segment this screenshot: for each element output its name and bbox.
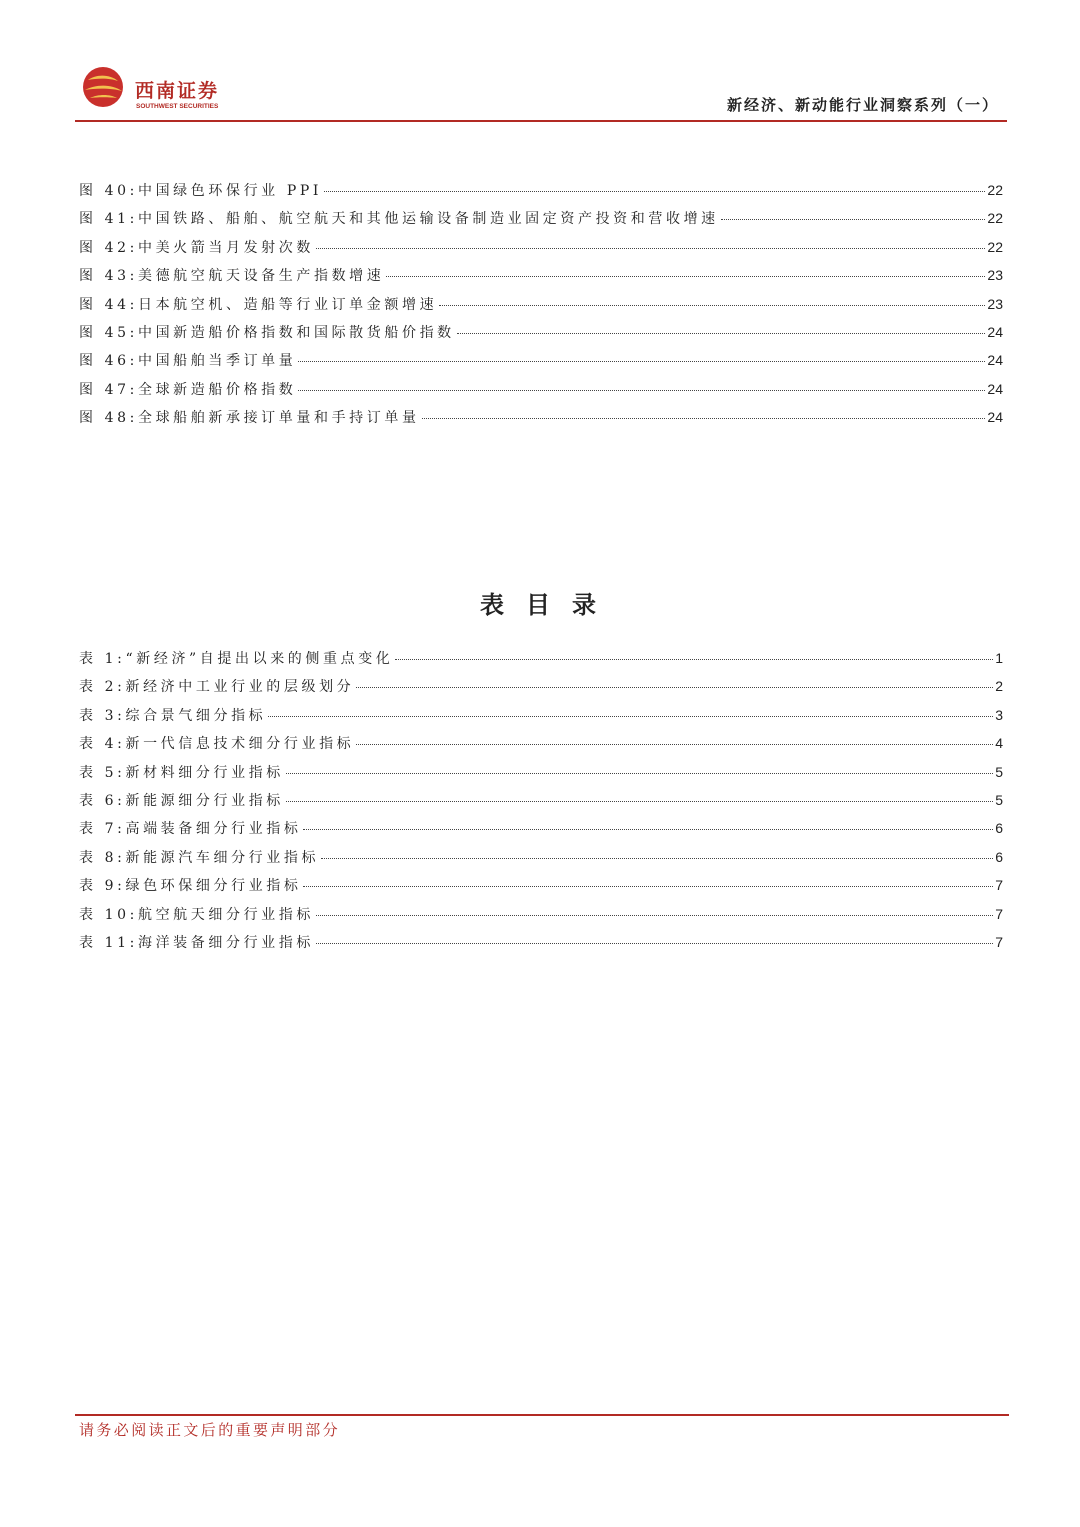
dot-leader bbox=[268, 716, 993, 717]
table-title: 新一代信息技术细分行业指标 bbox=[125, 736, 355, 753]
dot-leader bbox=[356, 744, 993, 745]
table-label: 表 6: bbox=[79, 792, 126, 809]
dot-leader bbox=[298, 361, 985, 362]
table-entry[interactable] bbox=[79, 790, 1003, 818]
table-entry[interactable] bbox=[79, 733, 1003, 761]
table-page-number: 1 bbox=[995, 650, 1003, 666]
table-label: 表 7: bbox=[79, 821, 126, 838]
figure-label: 图 43: bbox=[79, 268, 138, 285]
figure-title: 中国铁路、船舶、航空航天和其他运输设备制造业固定资产投资和营收增速 bbox=[137, 211, 719, 228]
table-title: 新经济中工业行业的层级划分 bbox=[125, 679, 355, 696]
table-label: 表 1: bbox=[79, 651, 126, 667]
table-label: 表 3: bbox=[79, 707, 126, 724]
table-title: 新能源汽车细分行业指标 bbox=[125, 849, 320, 866]
dot-leader bbox=[321, 858, 993, 859]
table-page-number: 7 bbox=[995, 905, 1003, 922]
figure-entry[interactable] bbox=[79, 208, 1003, 236]
dot-leader bbox=[386, 276, 985, 277]
tables-toc-heading: 表目录 bbox=[480, 590, 618, 619]
figure-entry[interactable] bbox=[79, 350, 1003, 378]
table-entry[interactable] bbox=[79, 904, 1003, 932]
figure-entry[interactable] bbox=[79, 322, 1003, 350]
figure-label: 图 45: bbox=[79, 324, 138, 341]
table-label: 表 8: bbox=[79, 849, 126, 866]
dot-leader bbox=[298, 390, 985, 391]
figure-title: 全球新造船价格指数 bbox=[137, 381, 297, 398]
table-page-number: 2 bbox=[995, 678, 1003, 695]
figure-page-number: 22 bbox=[987, 210, 1003, 227]
table-label: 表 4: bbox=[79, 736, 126, 753]
table-entry[interactable] bbox=[79, 818, 1003, 846]
table-page-number: 4 bbox=[995, 735, 1003, 752]
figure-title: 全球船舶新承接订单量和手持订单量 bbox=[137, 410, 420, 427]
dot-leader bbox=[316, 943, 993, 944]
table-page-number: 3 bbox=[995, 706, 1003, 723]
dot-leader bbox=[286, 801, 993, 802]
table-label: 表 5: bbox=[79, 764, 126, 781]
table-title: 航空航天细分行业指标 bbox=[137, 906, 314, 923]
dot-leader bbox=[303, 886, 993, 887]
figure-entry[interactable] bbox=[79, 180, 1003, 208]
dot-leader bbox=[422, 418, 986, 419]
figure-page-number: 24 bbox=[987, 380, 1003, 397]
figure-page-number: 24 bbox=[987, 409, 1003, 426]
dot-leader bbox=[286, 773, 993, 774]
table-page-number: 6 bbox=[995, 848, 1003, 865]
table-label: 表 10: bbox=[79, 906, 138, 923]
table-title: 海洋装备细分行业指标 bbox=[137, 934, 314, 951]
company-logo bbox=[82, 66, 227, 114]
table-page-number: 5 bbox=[995, 763, 1003, 780]
dot-leader bbox=[439, 305, 985, 306]
figure-page-number: 24 bbox=[987, 352, 1003, 369]
dot-leader bbox=[316, 248, 985, 249]
dot-leader bbox=[395, 659, 993, 660]
table-page-number: 7 bbox=[995, 933, 1003, 950]
figure-entry[interactable] bbox=[79, 237, 1003, 265]
figure-page-number: 23 bbox=[987, 267, 1003, 284]
figure-label: 图 46: bbox=[79, 353, 138, 370]
figure-page-number: 22 bbox=[987, 182, 1003, 198]
table-entry[interactable] bbox=[79, 648, 1003, 676]
table-toc-list bbox=[79, 648, 1003, 960]
dot-leader bbox=[721, 219, 986, 220]
table-page-number: 7 bbox=[995, 877, 1003, 894]
dot-leader bbox=[324, 191, 985, 192]
figure-entry[interactable] bbox=[79, 265, 1003, 293]
table-title: 高端装备细分行业指标 bbox=[125, 821, 302, 838]
table-title: 新材料细分行业指标 bbox=[125, 764, 284, 781]
figure-toc-list bbox=[79, 180, 1003, 436]
table-label: 表 11: bbox=[79, 934, 138, 951]
figure-title: 中美火箭当月发射次数 bbox=[137, 239, 314, 256]
figure-title: 中国新造船价格指数和国际散货船价指数 bbox=[137, 324, 455, 341]
dot-leader bbox=[457, 333, 986, 334]
figure-label: 图 40: bbox=[79, 183, 138, 199]
table-title: 综合景气细分指标 bbox=[125, 707, 267, 724]
table-entry[interactable] bbox=[79, 676, 1003, 704]
dot-leader bbox=[303, 829, 993, 830]
table-entry[interactable] bbox=[79, 932, 1003, 960]
page-header bbox=[75, 60, 1007, 122]
footer-divider bbox=[75, 1414, 1009, 1416]
table-label: 表 2: bbox=[79, 679, 126, 696]
logo-english-name: SOUTHWEST SECURITIES bbox=[136, 103, 219, 110]
figure-title: 中国船舶当季订单量 bbox=[137, 353, 297, 370]
figure-title: 美德航空航天设备生产指数增速 bbox=[137, 268, 385, 285]
figure-page-number: 23 bbox=[987, 295, 1003, 312]
figure-label: 图 47: bbox=[79, 381, 138, 398]
footer-disclaimer: 请务必阅读正文后的重要声明部分 bbox=[79, 1421, 341, 1439]
figure-entry[interactable] bbox=[79, 407, 1003, 435]
figure-entry[interactable] bbox=[79, 294, 1003, 322]
figure-page-number: 22 bbox=[987, 238, 1003, 255]
logo-chinese-name: 西南证券 bbox=[135, 80, 220, 102]
table-entry[interactable] bbox=[79, 847, 1003, 875]
figure-label: 图 41: bbox=[79, 211, 138, 228]
dot-leader bbox=[356, 687, 993, 688]
figure-label: 图 44: bbox=[79, 296, 138, 313]
table-title: “新经济”自提出以来的侧重点变化 bbox=[125, 651, 394, 667]
table-entry[interactable] bbox=[79, 875, 1003, 903]
table-entry[interactable] bbox=[79, 762, 1003, 790]
table-title: 新能源细分行业指标 bbox=[125, 792, 284, 809]
dot-leader bbox=[316, 915, 993, 916]
header-divider bbox=[75, 120, 1007, 122]
report-series-title: 新经济、新动能行业洞察系列（一） bbox=[726, 96, 999, 114]
table-entry[interactable] bbox=[79, 705, 1003, 733]
figure-label: 图 42: bbox=[79, 239, 138, 256]
logo-icon bbox=[82, 66, 124, 108]
figure-page-number: 24 bbox=[987, 323, 1003, 340]
table-label: 表 9: bbox=[79, 878, 126, 895]
table-page-number: 5 bbox=[995, 791, 1003, 808]
figure-entry[interactable] bbox=[79, 379, 1003, 407]
table-page-number: 6 bbox=[995, 820, 1003, 837]
figure-title: 日本航空机、造船等行业订单金额增速 bbox=[137, 296, 438, 313]
figure-label: 图 48: bbox=[79, 410, 138, 427]
figure-title: 中国绿色环保行业 PPI bbox=[137, 183, 323, 199]
table-title: 绿色环保细分行业指标 bbox=[125, 878, 302, 895]
